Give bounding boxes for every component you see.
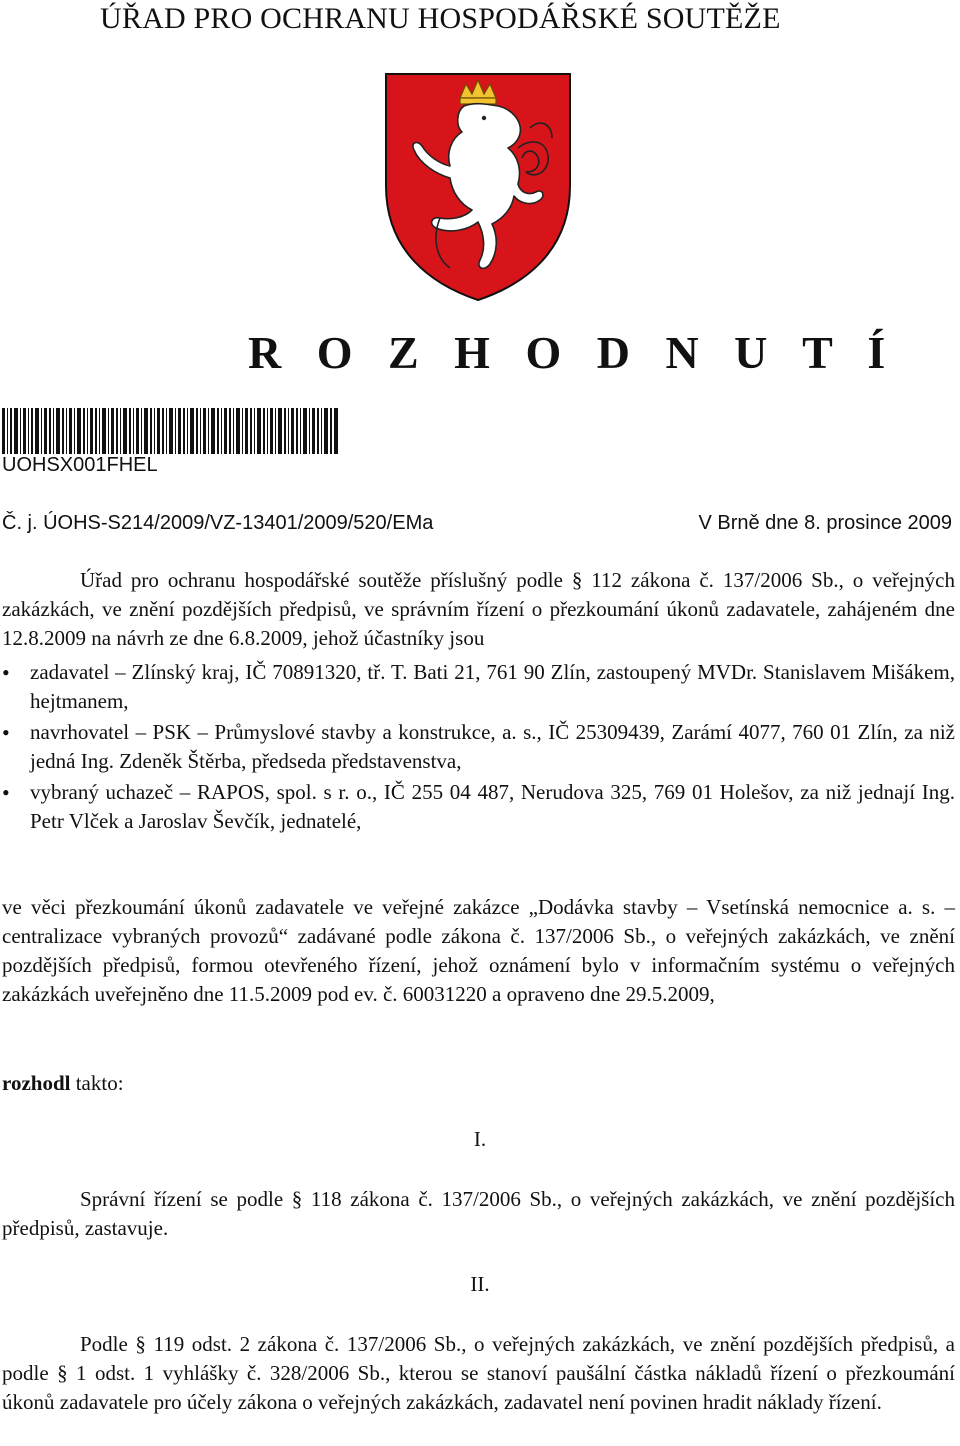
office-heading: ÚŘAD PRO OCHRANU HOSPODÁŘSKÉ SOUTĚŽE [100, 2, 781, 35]
barcode-icon [2, 408, 338, 454]
decided-keyword: rozhodl [2, 1071, 71, 1095]
section-text-1: Správní řízení se podle § 118 zákona č. 137/2006 Sb., o veřejných zakázkách, ve znění pozdějších předpisů, zastavuje. [2, 1187, 955, 1240]
section-numeral-1: I. [473, 1127, 487, 1151]
intro-paragraph: Úřad pro ochranu hospodářské soutěže příslušný podle § 112 zákona č. 137/2006 Sb., o veřejných zakázkách, ve znění pozdějších předpisů, ve správním řízení o přezkoumání úkonů zadavatele, zahájeném dne 12.8.2009 na návrh ze dne 6.8.2009, jehož účastníky jsou [2, 568, 955, 650]
participant-applicant: • navrhovatel – PSK – Průmyslové stavby a konstrukce, a. s., IČ 25309439, Zarámí 4077, 760 01 Zlín, za niž jedná Ing. Zdeněk Štěrba, předseda představenstva, [0, 718, 955, 776]
decided-line [2, 1069, 955, 1098]
place-date: V Brně dne 8. prosince 2009 [698, 512, 952, 534]
section-numeral-2: II. [470, 1272, 490, 1296]
czech-coat-of-arms-icon [380, 68, 576, 306]
decided-rest: takto: [70, 1071, 124, 1095]
document-code: UOHSX001FHEL [2, 454, 158, 476]
reference-number: Č. j. ÚOHS-S214/2009/VZ-13401/2009/520/EMa [2, 512, 434, 534]
decision-title: R O Z H O D N U T Í [248, 327, 898, 378]
participant-contracting-authority: • zadavatel – Zlínský kraj, IČ 70891320, tř. T. Bati 21, 761 90 Zlín, zastoupený MVDr. Stanislavem Mišákem, hejtmanem, [0, 658, 955, 716]
section-text-2: Podle § 119 odst. 2 zákona č. 137/2006 Sb., o veřejných zakázkách, ve znění pozdějších předpisů, a podle § 1 odst. 1 vyhlášky č. 328/2006 Sb., kterou se stanoví paušální částka nákladů řízení o přezkoumání úkonů zadavatele pro účely zákona o veřejných zakázkách, zadavatel není povinen hradit náklady řízení. [2, 1332, 955, 1414]
participant-selected-bidder: • vybraný uchazeč – RAPOS, spol. s r. o., IČ 255 04 487, Nerudova 325, 769 01 Holešov, za niž jednají Ing. Petr Vlček a Jaroslav Ševčík, jednatelé, [0, 778, 955, 836]
matter-paragraph: ve věci přezkoumání úkonů zadavatele ve veřejné zakázce „Dodávka stavby – Vsetínská nemocnice a. s. – centralizace vybraných provozů“ zadávané podle zákona č. 137/2006 Sb., o veřejných zakázkách, ve znění pozdějších předpisů, formou otevřeného řízení, jehož oznámení bylo v informačním systému o veřejných zakázkách uveřejněno dne 11.5.2009 pod ev. č. 60031220 a opraveno dne 29.5.2009, [2, 895, 955, 1006]
participants-list [0, 658, 955, 836]
